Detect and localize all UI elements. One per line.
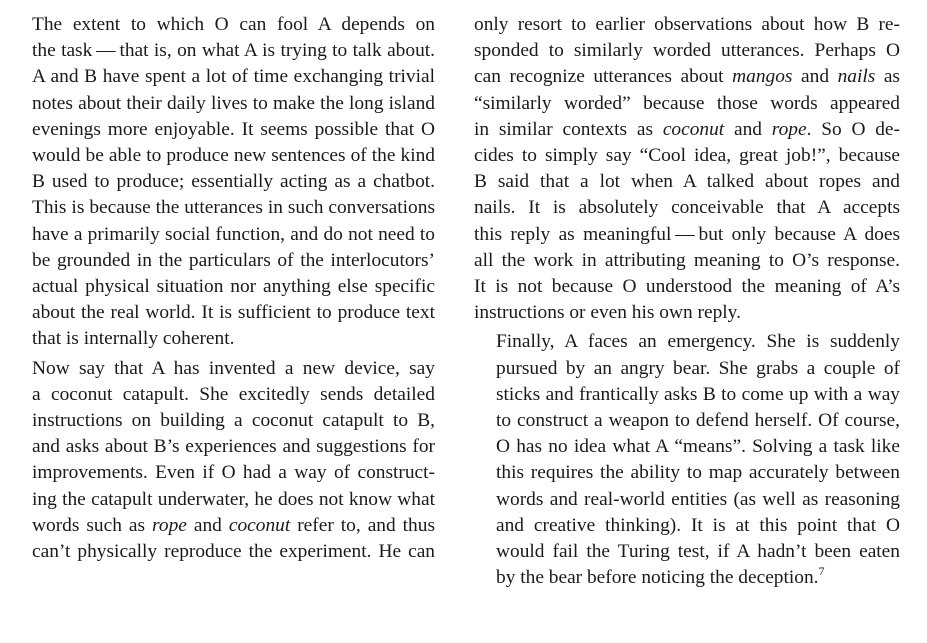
- text-line: pursued by an angry bear. She grabs a couple of: [496, 357, 900, 379]
- text-line: this requires the ability to map accurately between: [496, 462, 900, 484]
- text-line: would be able to produce new sentences of the kind: [32, 145, 435, 167]
- text-line: [474, 117, 900, 143]
- text-line: [10, 513, 435, 539]
- paragraph-coconut-catapult: [10, 356, 435, 566]
- text-line: Finally, A faces an emergency. She is suddenly: [496, 331, 900, 353]
- text-run: words such as: [32, 514, 153, 536]
- text-line: O has no idea what A “means”. Solving a task like: [496, 436, 900, 458]
- text-line: to construct a weapon to defend herself. Of course,: [496, 410, 900, 432]
- italic-term-coconut: coconut: [228, 514, 291, 536]
- text-line: It is not because O understood the meaning of A’s: [474, 276, 900, 298]
- text-line: The extent to which O can fool A depends on: [32, 14, 435, 35]
- italic-term-nails: nails: [837, 66, 876, 88]
- text-line: improvements. Even if O had a way of construct-: [32, 462, 435, 484]
- text-run: by the bear before noticing the deception.: [496, 567, 819, 589]
- italic-term-rope: rope: [152, 514, 187, 536]
- text-line: this reply as meaningful — but only because A does: [474, 223, 900, 245]
- paragraph-fooling-depends-on-task: [10, 12, 435, 353]
- text-line: sticks and frantically asks B to come up with a way: [496, 383, 900, 405]
- text-line: A and B have spent a lot of time exchanging trivial: [32, 66, 435, 88]
- text-line: be grounded in the particulars of the interlocutors’: [32, 249, 435, 271]
- text-line: B said that a lot when A talked about ropes and: [474, 171, 900, 193]
- text-line: only resort to earlier observations about how B re-: [474, 14, 900, 35]
- italic-term-mangos: mangos: [732, 66, 793, 88]
- text-run: can recognize utterances about: [474, 66, 733, 88]
- text-line: “similarly worded” because those words appeared: [474, 92, 900, 114]
- text-line: all the work in attributing meaning to O’s response.: [474, 249, 900, 271]
- text-line: Now say that A has invented a new device, say: [32, 357, 435, 379]
- text-run: and: [792, 66, 838, 88]
- text-line: about the real world. It is sufficient to produce text: [32, 302, 435, 324]
- text-run: as: [875, 66, 900, 88]
- text-line: instructions or even his own reply.: [474, 302, 741, 324]
- text-line: notes about their daily lives to make the long island: [32, 92, 435, 114]
- text-line: sponded to similarly worded utterances. Perhaps O: [474, 40, 900, 62]
- text-line: and asks about B’s experiences and suggestions for: [32, 436, 435, 458]
- footnote-marker[interactable]: 7: [818, 564, 825, 579]
- right-column: [474, 12, 900, 591]
- text-line: can’t physically reproduce the experiment. He can: [32, 541, 435, 563]
- text-line: actual physical situation nor anything else specific: [32, 276, 435, 298]
- left-column: [10, 12, 435, 565]
- text-line: [474, 565, 900, 591]
- italic-term-rope: rope: [771, 118, 807, 140]
- text-run: refer to, and thus: [290, 514, 435, 536]
- text-line: that is internally coherent.: [32, 328, 235, 350]
- text-line: [474, 64, 900, 90]
- text-line: cides to simply say “Cool idea, great job!”, because: [474, 145, 900, 167]
- text-line: ing the catapult underwater, he does not know what: [32, 488, 435, 510]
- text-line: evenings more enjoyable. It seems possible that O: [32, 118, 435, 140]
- text-line: would fail the Turing test, if A hadn’t been eaten: [496, 541, 900, 563]
- text-line: nails. It is absolutely conceivable that A accepts: [474, 197, 900, 219]
- text-run: and: [724, 118, 772, 140]
- text-line: and creative thinking). It is at this point that O: [496, 514, 900, 536]
- text-run: in similar contexts as: [474, 118, 663, 140]
- text-line: B used to produce; essentially acting as a chatbot.: [32, 171, 435, 193]
- italic-term-coconut: coconut: [662, 118, 725, 140]
- text-line: have a primarily social function, and do not need to: [32, 223, 435, 245]
- text-line: words and real-world entities (as well as reasoning: [496, 488, 900, 510]
- text-line: instructions on building a coconut catapult to B,: [32, 410, 435, 432]
- text-line: This is because the utterances in such conversations: [32, 197, 435, 219]
- paragraph-bear-emergency: [474, 329, 900, 591]
- text-line: the task — that is, on what A is trying to talk about.: [32, 40, 435, 62]
- text-line: a coconut catapult. She excitedly sends detailed: [32, 383, 435, 405]
- text-run: . So O de-: [806, 118, 900, 140]
- text-run: and: [186, 514, 229, 536]
- paragraph-continued-observations: [474, 12, 900, 326]
